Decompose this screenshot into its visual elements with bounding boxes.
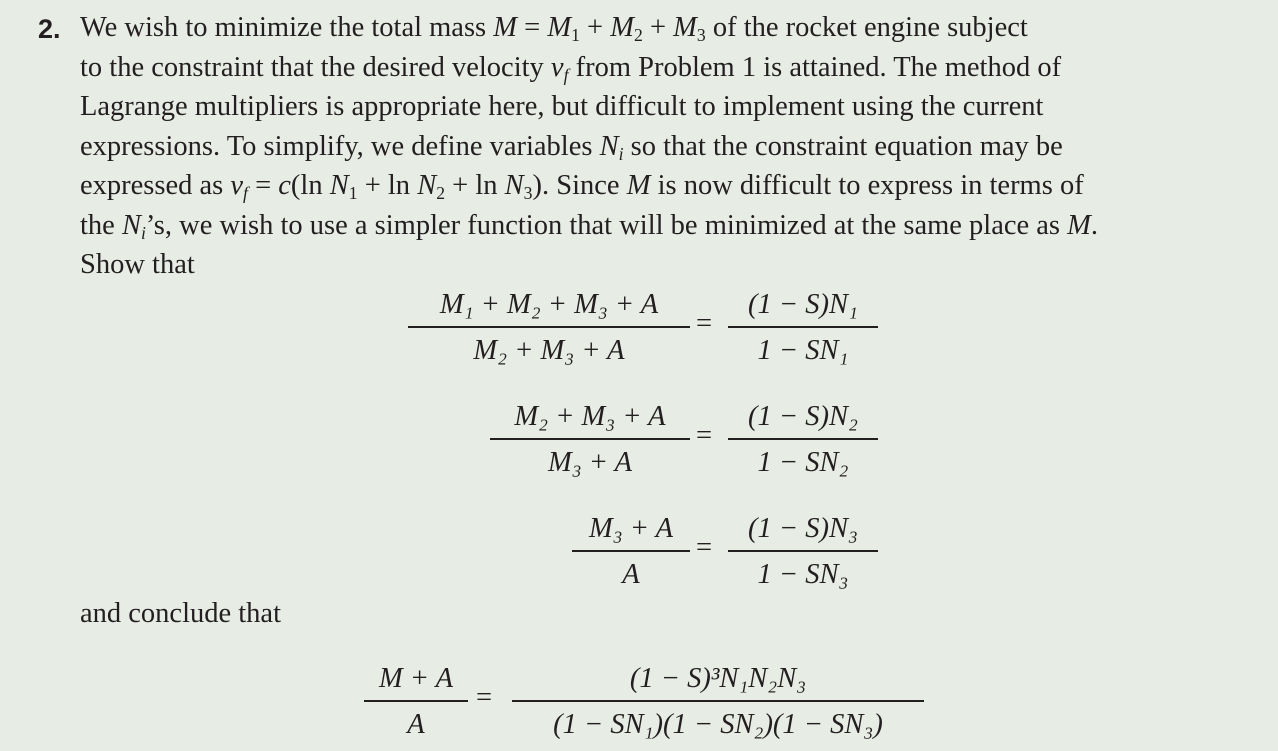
equation-2-equals: =	[696, 420, 713, 451]
subscript: 2	[436, 182, 446, 203]
text: (ln	[290, 170, 330, 201]
conclude-line: and conclude that	[80, 598, 282, 629]
statement-line-5	[80, 166, 1275, 206]
var-M: M	[1067, 209, 1091, 241]
equation-1-rhs-denominator: 1 − SN₁	[757, 334, 849, 366]
fraction-bar	[728, 326, 878, 328]
plus-sign: +	[579, 12, 611, 43]
equation-2-lhs	[490, 398, 690, 482]
text: of the rocket engine subject	[705, 12, 1028, 43]
final-lhs	[364, 660, 468, 744]
equation-2-lhs-numerator: M₂ + M₃ + A	[514, 401, 666, 432]
equation-1-lhs	[408, 286, 690, 370]
equation-2-rhs-denominator: 1 − SN₂	[757, 446, 849, 478]
var-c: c	[278, 170, 291, 201]
var-N: N	[599, 130, 619, 162]
final-rhs-denominator: (1 − SN₁)(1 − SN₂)(1 − SN₃)	[553, 708, 883, 740]
equation-1-lhs-numerator: M₁ + M₂ + M₃ + A	[439, 289, 659, 320]
text: expressed as	[80, 170, 231, 201]
plus-sign: +	[642, 12, 674, 43]
subscript: 1	[571, 24, 580, 45]
fraction-bar	[728, 438, 878, 440]
var-v: v	[550, 51, 564, 83]
equation-1-lhs-denominator: M₂ + M₃ + A	[473, 334, 625, 366]
final-lhs-numerator: M + A	[378, 663, 454, 694]
statement-line-6	[80, 206, 1275, 246]
subscript: 2	[634, 24, 643, 45]
subscript: i	[618, 143, 624, 164]
text: ’s, we wish to use a simpler function that will be minimized at the same place as	[145, 209, 1068, 241]
equation-2-lhs-denominator: M₃ + A	[547, 446, 633, 478]
statement-line-4	[80, 127, 1275, 167]
fraction-bar	[490, 438, 690, 440]
equation-3-lhs	[572, 510, 690, 594]
var-N2: N	[417, 170, 437, 201]
var-M1: M	[547, 12, 572, 43]
text: + ln	[445, 170, 505, 201]
text: ). Since	[532, 170, 627, 201]
final-rhs-numerator: (1 − S)³N₁N₂N₃	[629, 663, 807, 694]
final-lhs-denominator: A	[407, 708, 425, 740]
subscript: i	[140, 222, 146, 243]
statement-line-3: Lagrange multipliers is appropriate here, but difficult to implement using the current	[80, 91, 1044, 122]
final-rhs	[512, 660, 924, 744]
var-N3: N	[504, 170, 524, 201]
var-N1: N	[329, 170, 349, 201]
subscript: f	[243, 182, 248, 203]
fraction-bar	[512, 700, 924, 702]
text: .	[1090, 209, 1099, 241]
statement-line-7: Show that	[80, 249, 195, 280]
fraction-bar	[728, 550, 878, 552]
equation-1-rhs-numerator: (1 − S)N₁	[748, 289, 858, 320]
subscript: 1	[348, 182, 358, 203]
equation-2-rhs-numerator: (1 − S)N₂	[748, 401, 858, 432]
text: to the constraint that the desired velocity	[80, 51, 551, 83]
equation-3-equals: =	[696, 532, 713, 563]
var-M: M	[493, 12, 518, 43]
var-v: v	[230, 170, 244, 201]
statement-line-1	[80, 8, 1275, 48]
text: is now difficult to express in terms of	[650, 170, 1084, 201]
equals-sign: =	[517, 12, 548, 43]
problem-number: 2.	[38, 14, 61, 44]
equation-1-equals: =	[696, 308, 713, 339]
fraction-bar	[572, 550, 690, 552]
fraction-bar	[408, 326, 690, 328]
var-M: M	[626, 170, 651, 201]
conclude-text	[80, 594, 1275, 634]
equation-3-lhs-denominator: A	[622, 558, 640, 590]
fraction-bar	[364, 700, 468, 702]
text: expressions. To simplify, we define variables	[80, 130, 600, 162]
equation-1-rhs	[728, 286, 878, 370]
equation-3-rhs-denominator: 1 − SN₃	[757, 558, 849, 590]
equals-sign: =	[247, 170, 279, 201]
equation-3-lhs-numerator: M₃ + A	[588, 513, 674, 544]
text: the	[80, 209, 122, 241]
subscript: 3	[696, 24, 706, 45]
equation-3-rhs	[728, 510, 878, 594]
statement-line-2	[80, 48, 1275, 88]
text: We wish to minimize the total mass	[80, 12, 494, 43]
var-M3: M	[673, 12, 697, 43]
text: + ln	[357, 170, 418, 201]
subscript: f	[563, 64, 569, 85]
equation-2-rhs	[728, 398, 878, 482]
subscript: 3	[523, 182, 533, 203]
var-N: N	[121, 209, 141, 241]
text: so that the constraint equation may be	[623, 130, 1063, 162]
equation-3-rhs-numerator: (1 − S)N₃	[748, 513, 858, 544]
final-equals: =	[476, 682, 493, 713]
var-M2: M	[610, 12, 634, 43]
text: from Problem 1 is attained. The method of	[568, 51, 1062, 83]
problem-statement	[80, 8, 1275, 285]
